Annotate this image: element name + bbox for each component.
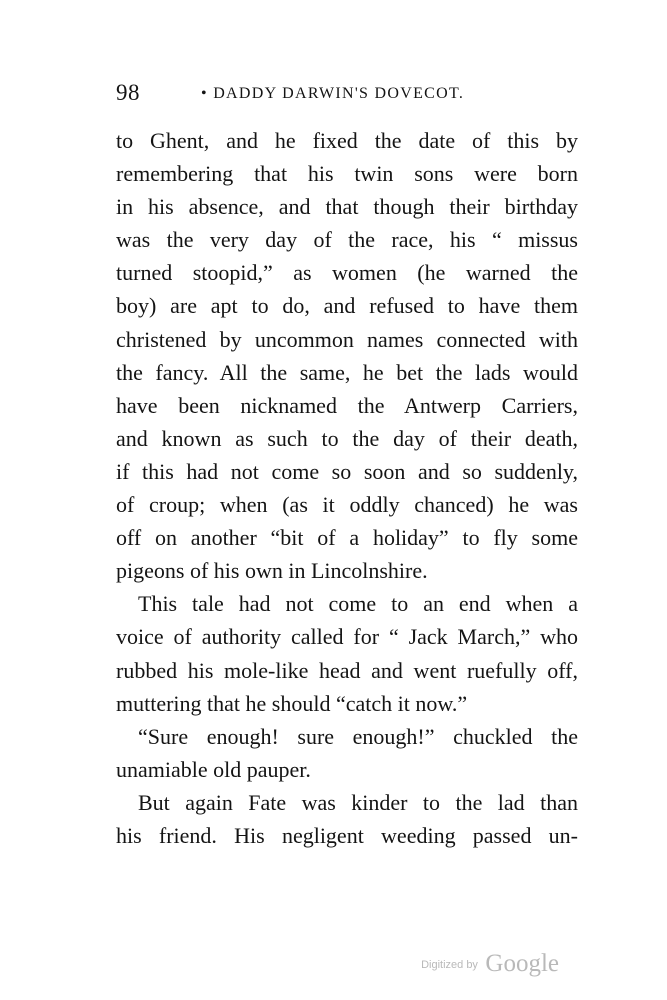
running-head — [116, 80, 586, 112]
text-line: off on another “bit of a holiday” to fly some — [116, 525, 578, 551]
text-line: have been nicknamed the Antwerp Carriers, — [116, 392, 578, 418]
paragraph-3 — [116, 720, 578, 786]
text-line: to Ghent, and he fixed the date of this by — [116, 128, 578, 153]
text-line: muttering that he should “catch it now.” — [116, 690, 468, 716]
text-line: rubbed his mole-like head and went ruefully off, — [116, 657, 578, 683]
text-line: unamiable old pauper. — [116, 756, 311, 782]
text-line: remembering that his twin sons were born — [116, 161, 578, 187]
text-line: in his absence, and that though their birthday — [116, 194, 578, 220]
text-line: pigeons of his own in Lincolnshire. — [116, 558, 428, 584]
text-line: boy) are apt to do, and refused to have them — [116, 293, 578, 319]
running-title: • DADDY DARWIN'S DOVECOT. — [201, 85, 465, 102]
text-line: This tale had not come to an end when a — [138, 591, 578, 617]
paragraph-4 — [116, 786, 578, 852]
watermark-brand: Google — [485, 950, 559, 977]
watermark-prefix: Digitized by — [421, 959, 478, 971]
text-line: turned stoopid,” as women (he warned the — [116, 260, 578, 286]
page-number: 98 — [116, 80, 140, 105]
text-line: his friend. His negligent weeding passed un- — [116, 822, 578, 848]
body-text — [116, 124, 578, 852]
text-line: the fancy. All the same, he bet the lads would — [116, 359, 578, 385]
text-line: was the very day of the race, his “ missus — [116, 227, 578, 253]
text-line: christened by uncommon names connected with — [116, 326, 578, 352]
digitized-watermark — [421, 950, 559, 978]
text-line: if this had not come so soon and so suddenly, — [116, 458, 578, 484]
paragraph-2 — [116, 587, 578, 719]
text-line: voice of authority called for “ Jack March,” who — [116, 624, 578, 650]
text-line: But again Fate was kinder to the lad than — [138, 789, 578, 815]
paragraph-1 — [116, 124, 578, 587]
text-line: “Sure enough! sure enough!” chuckled the — [138, 723, 578, 749]
text-line: and known as such to the day of their death, — [116, 425, 578, 451]
text-line: of croup; when (as it oddly chanced) he was — [116, 492, 578, 518]
